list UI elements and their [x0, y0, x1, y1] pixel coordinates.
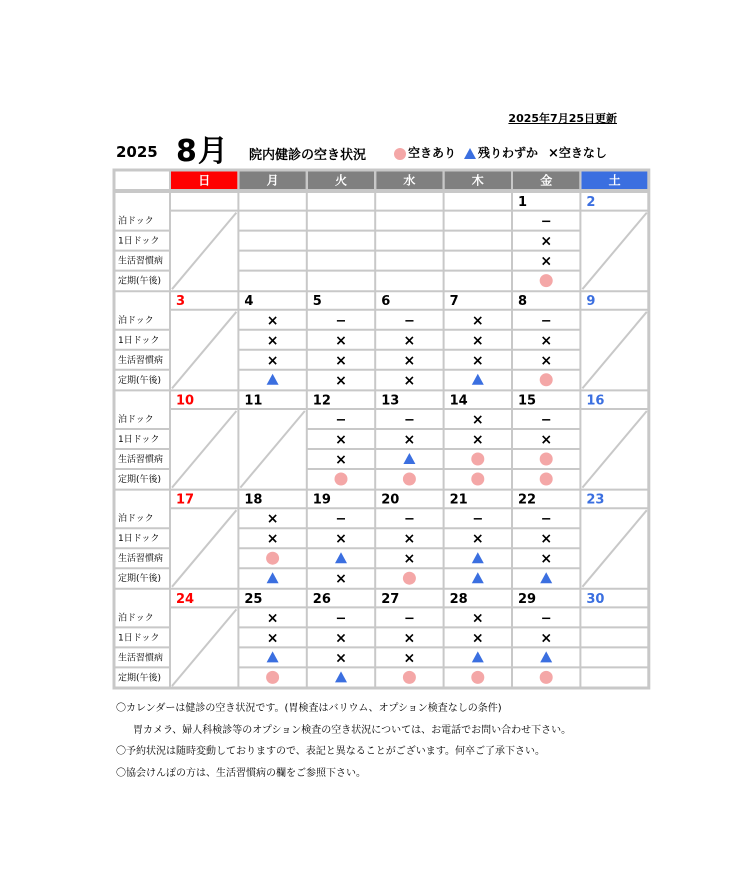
cross-icon: × [266, 511, 279, 528]
date-number: 11 [244, 393, 263, 409]
date-number: 19 [312, 492, 331, 508]
date-number: 21 [449, 492, 468, 508]
weekday-header: 日 [198, 173, 211, 188]
legend-available-label: 空きあり [408, 146, 457, 160]
triangle-icon [472, 572, 484, 583]
cross-icon: × [540, 432, 553, 448]
circle-icon [403, 572, 416, 585]
date-number: 3 [176, 294, 186, 310]
cross-icon: × [403, 630, 416, 647]
note-4: 〇協会けんぽの方は、生活習慣病の欄をご参照下さい。 [116, 767, 366, 779]
dash-icon: − [335, 512, 347, 528]
cross-icon: × [266, 630, 279, 647]
weekday-header: 月 [266, 173, 279, 188]
circle-icon [540, 473, 553, 486]
note-3: 〇予約状況は随時変動しておりますので、表記と異なることがございます。何卒ご了承下さい。 [116, 746, 545, 757]
cross-icon: × [403, 551, 416, 568]
row-label: 泊ドック [118, 415, 154, 425]
diagonal-line [172, 411, 236, 488]
page-title: 院内健診の空き状況 [249, 148, 367, 163]
circle-icon [471, 473, 484, 486]
circle-icon [335, 473, 348, 486]
row-label: 1日ドック [118, 236, 160, 247]
weekday-header: 木 [471, 173, 484, 188]
row-label: 泊ドック [118, 613, 154, 624]
dash-icon: − [403, 611, 415, 627]
note-1: 〇カレンダーは健診の空き状況です。(胃検査はバリウム、オプション検査なしの条件) [116, 703, 502, 714]
dash-icon: − [403, 313, 415, 329]
date-number: 28 [449, 591, 468, 607]
date-number: 25 [244, 591, 263, 607]
diagonal-line [582, 213, 646, 290]
cross-icon: × [540, 332, 553, 349]
date-number: 24 [176, 591, 195, 607]
circle-icon [540, 373, 553, 386]
triangle-icon [472, 651, 484, 662]
dash-icon: − [335, 611, 347, 627]
triangle-icon [267, 651, 279, 662]
triangle-icon [540, 651, 552, 662]
cross-icon: × [335, 452, 347, 468]
triangle-icon [267, 374, 279, 385]
diagonal-line [582, 411, 646, 488]
note-2: 胃カメラ、婦人科検診等のオプション検査の空き状況については、お電話でお問い合わせ下さい。 [133, 724, 572, 736]
cross-icon: × [266, 352, 279, 369]
cross-icon: × [403, 332, 416, 349]
date-number: 30 [586, 591, 605, 607]
updated-date: 2025年7月25日更新 [508, 112, 617, 125]
cross-icon: × [266, 610, 279, 627]
circle-icon [540, 453, 553, 466]
dash-icon: − [335, 313, 347, 329]
diagonal-line [172, 213, 236, 290]
date-number: 29 [518, 591, 537, 607]
dash-icon: − [540, 214, 552, 230]
row-label: 定期(午後) [118, 673, 162, 684]
cross-icon: × [403, 372, 416, 389]
row-label: 生活習慣病 [118, 455, 164, 465]
cross-icon: × [540, 531, 553, 548]
row-label: 1日ドック [118, 335, 160, 346]
date-number: 15 [518, 393, 537, 409]
row-label: 1日ドック [118, 534, 160, 545]
cross-icon: × [335, 332, 347, 349]
row-label: 定期(午後) [118, 574, 162, 585]
cross-icon: × [540, 233, 553, 250]
row-label: 生活習慣病 [118, 554, 164, 565]
cross-icon: × [335, 352, 347, 369]
triangle-icon [335, 552, 347, 563]
circle-icon [471, 671, 484, 684]
cross-icon: × [403, 432, 416, 448]
cross-icon: × [471, 412, 484, 428]
triangle-icon [472, 552, 484, 563]
row-label: 定期(午後) [118, 375, 162, 386]
cross-icon: × [335, 372, 347, 389]
cross-icon: × [471, 531, 484, 548]
row-label: 定期(午後) [118, 475, 162, 485]
diagonal-line [582, 510, 646, 587]
dash-icon: − [403, 413, 415, 428]
row-label: 定期(午後) [118, 276, 162, 287]
cross-icon: × [540, 352, 553, 369]
cross-icon: × [540, 253, 553, 270]
date-number: 20 [381, 492, 400, 508]
row-label: 生活習慣病 [118, 256, 164, 267]
date-number: 4 [244, 294, 254, 310]
cross-icon: × [540, 551, 553, 568]
circle-icon [266, 671, 279, 684]
cross-icon: × [335, 571, 347, 588]
dash-icon: − [540, 413, 552, 428]
diagonal-line [582, 312, 646, 389]
diagonal-line [240, 411, 304, 488]
row-label: 泊ドック [118, 514, 154, 525]
triangle-icon [540, 572, 552, 583]
cross-icon: × [548, 146, 559, 161]
triangle-icon [267, 572, 279, 583]
cross-icon: × [471, 332, 484, 349]
cross-icon: × [471, 610, 484, 627]
dash-icon: − [540, 611, 552, 627]
cross-icon: × [335, 531, 347, 548]
date-number: 26 [312, 591, 331, 607]
cross-icon: × [471, 352, 484, 369]
date-number: 12 [312, 393, 331, 409]
diagonal-line [172, 510, 236, 587]
dash-icon: − [472, 512, 484, 528]
cross-icon: × [403, 352, 416, 369]
cross-icon: × [471, 630, 484, 647]
dash-icon: − [403, 512, 415, 528]
cross-icon: × [403, 650, 416, 667]
cross-icon: × [403, 531, 416, 548]
row-label: 泊ドック [118, 216, 154, 227]
diagonal-line [172, 609, 236, 686]
dash-icon: − [540, 313, 552, 329]
year-label: 2025 [116, 143, 158, 161]
date-number: 7 [449, 294, 459, 310]
weekday-header: 金 [540, 173, 553, 188]
cross-icon: × [266, 312, 279, 329]
date-number: 14 [449, 393, 468, 409]
cross-icon: × [540, 630, 553, 647]
date-number: 23 [586, 492, 605, 508]
cross-icon: × [335, 432, 347, 448]
cross-icon: × [266, 531, 279, 548]
row-label: 1日ドック [118, 633, 160, 644]
date-number: 2 [586, 195, 596, 210]
dash-icon: − [335, 413, 347, 428]
triangle-icon [403, 453, 415, 464]
date-number: 17 [176, 492, 195, 508]
date-number: 1 [518, 195, 528, 210]
row-label: 泊ドック [118, 315, 154, 326]
cross-icon: × [335, 650, 347, 667]
circle-icon [471, 453, 484, 466]
legend-few-left-label: 残りわずか [478, 146, 539, 160]
date-number: 27 [381, 591, 400, 607]
date-number: 9 [586, 294, 596, 310]
row-label: 1日ドック [118, 435, 160, 445]
triangle-icon [335, 671, 347, 682]
date-number: 8 [518, 294, 528, 310]
date-number: 22 [518, 492, 537, 508]
cross-icon: × [266, 332, 279, 349]
cross-icon: × [471, 312, 484, 329]
date-number: 16 [586, 393, 605, 409]
triangle-icon [472, 374, 484, 385]
date-number: 5 [312, 294, 322, 310]
diagonal-line [172, 312, 236, 389]
circle-icon [266, 552, 279, 565]
row-label: 生活習慣病 [118, 653, 164, 664]
circle-icon [403, 671, 416, 684]
cross-icon: × [335, 630, 347, 647]
legend-none-label: 空きなし [558, 146, 607, 160]
notes [116, 702, 571, 788]
weekday-header: 土 [608, 173, 621, 188]
date-number: 18 [244, 492, 263, 508]
circle-icon [403, 473, 416, 486]
circle-icon [540, 671, 553, 684]
date-number: 10 [176, 393, 195, 409]
month-label: 8月 [176, 134, 229, 169]
row-label: 生活習慣病 [118, 355, 164, 366]
circle-icon [540, 274, 553, 287]
weekday-header: 火 [334, 173, 348, 188]
cross-icon: × [471, 432, 484, 448]
dash-icon: − [540, 512, 552, 528]
weekday-header: 水 [403, 173, 416, 188]
date-number: 13 [381, 393, 400, 409]
date-number: 6 [381, 294, 391, 310]
